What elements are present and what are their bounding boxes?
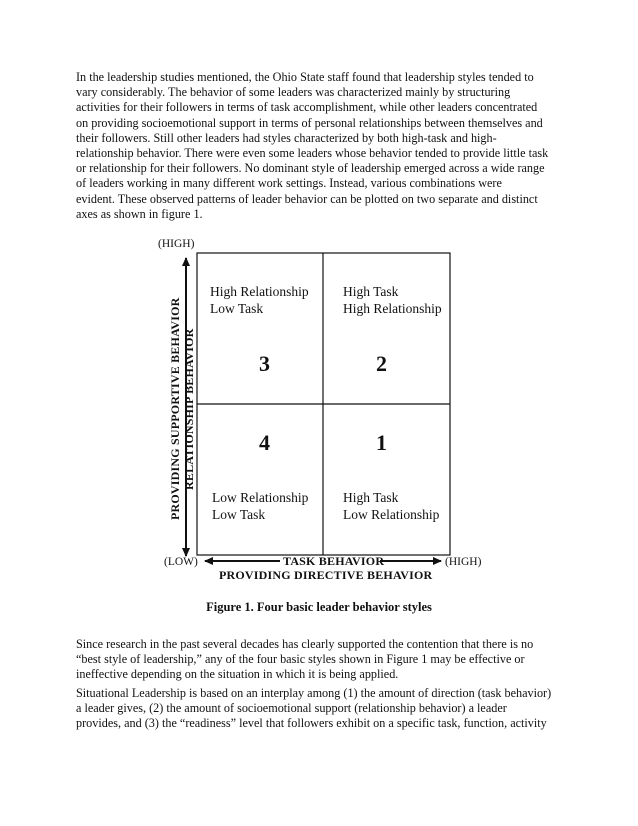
- paragraph-line: ineffective depending on the situation in which it is being applied.: [76, 667, 399, 682]
- y-axis-title-relationship: RELATIONSHIP BEHAVIOR: [182, 328, 196, 490]
- quadrant-1-line-2: Low Relationship: [343, 507, 440, 522]
- paragraph-line: relationship behavior. There were even some leaders whose behavior tended to provide little task: [76, 146, 549, 161]
- paragraph-line: Situational Leadership is based on an interplay among (1) the amount of direction (task behavior): [76, 686, 552, 700]
- paragraph-line: provides, and (3) the “readiness” level that followers exhibit on a specific task, function, activity: [76, 716, 547, 731]
- x-axis-high-label: (HIGH): [445, 556, 482, 568]
- figure-caption: Figure 1. Four basic leader behavior styles: [206, 600, 432, 614]
- paragraph-line: vary considerably. The behavior of some leaders was characterized mainly by structuring: [76, 85, 511, 100]
- quadrant-1-label: [343, 489, 439, 523]
- paragraph-line: activities for their followers in terms of task accomplishment, while other leaders concentrated: [76, 100, 538, 115]
- paragraph-line: their followers. Still other leaders had styles characterized by both high-task and high-: [76, 130, 497, 145]
- x-axis-title-directive: PROVIDING DIRECTIVE BEHAVIOR: [219, 568, 433, 582]
- quadrant-4-line-1: Low Relationship: [212, 490, 309, 505]
- quadrant-4-line-2: Low Task: [212, 507, 266, 522]
- paragraph-line: evident. These observed patterns of leader behavior can be plotted on two separate and distinct: [76, 191, 538, 206]
- quadrant-2-line-1: High Task: [343, 284, 399, 299]
- quadrant-3-label: [210, 283, 309, 317]
- quadrant-2-label: [343, 283, 442, 317]
- paragraph-line: Since research in the past several decades has clearly supported the contention that there is no: [76, 637, 534, 651]
- quadrant-4-number: 4: [259, 430, 270, 455]
- y-axis-high-label: (HIGH): [158, 238, 195, 250]
- quadrant-grid-frame: [197, 253, 450, 555]
- quadrant-3-number: 3: [259, 351, 270, 376]
- intro-paragraph: [76, 70, 566, 222]
- x-axis-title-task: TASK BEHAVIOR: [283, 554, 385, 568]
- quadrant-3-line-2: Low Task: [210, 301, 264, 316]
- quadrant-1-line-1: High Task: [343, 490, 399, 505]
- paragraph-line: a leader gives, (2) the amount of socioemotional support (relationship behavior) a leader: [76, 701, 507, 716]
- second-paragraph: [76, 637, 566, 683]
- paragraph-line: or relationship for their followers. No dominant style of leadership emerged across a wide range: [76, 161, 545, 176]
- paragraph-line: of leaders working in many different work settings. Instead, various combinations were: [76, 176, 502, 191]
- quadrant-1-number: 1: [376, 430, 387, 455]
- quadrant-4-label: [212, 489, 308, 523]
- quadrant-2-number: 2: [376, 351, 387, 376]
- quadrant-3-line-1: High Relationship: [210, 284, 309, 299]
- paragraph-line: on providing socioemotional support in terms of personal relationships between themselves and: [76, 115, 543, 130]
- paragraph-line: In the leadership studies mentioned, the Ohio State staff found that leadership styles tended to: [76, 70, 534, 84]
- quadrant-2-line-2: High Relationship: [343, 301, 442, 316]
- third-paragraph: [76, 686, 566, 732]
- y-axis-title-supportive: PROVIDING SUPPORTIVE BEHAVIOR: [168, 297, 182, 520]
- paragraph-line: axes as shown in figure 1.: [76, 206, 203, 221]
- paragraph-line: “best style of leadership,” any of the four basic styles shown in Figure 1 may be effective or: [76, 652, 525, 667]
- origin-low-label: (LOW): [164, 556, 198, 568]
